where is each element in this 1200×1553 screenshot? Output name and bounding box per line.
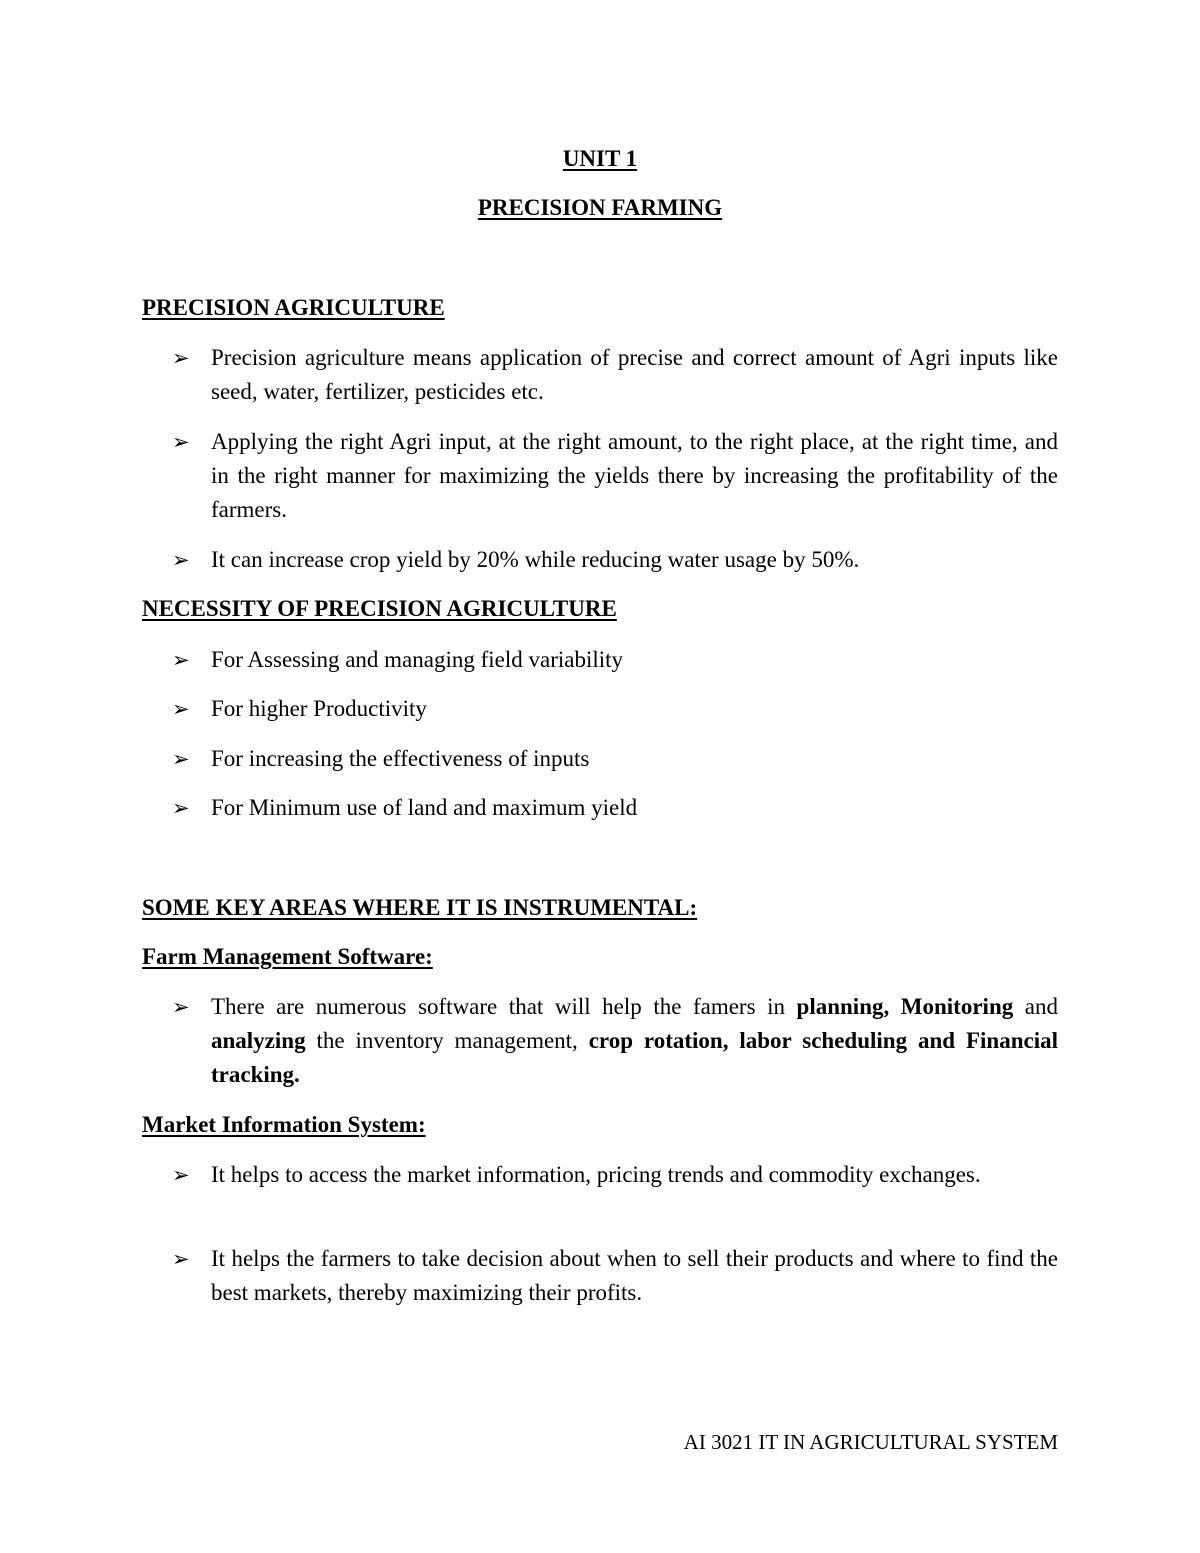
list-item [172, 692, 1058, 726]
list-item [172, 990, 1058, 1092]
unit-title: UNIT 1 [562, 146, 638, 171]
text-run: the inventory management, [305, 1028, 589, 1053]
bold-run: crop rotation, labor scheduling and Financial tracking. [211, 1028, 1058, 1087]
text-run: There are numerous software that will help the famers in [211, 994, 797, 1019]
list-item [172, 742, 1058, 776]
subheading-market-information-system: Market Information System: [142, 1112, 426, 1137]
list-item [172, 341, 1058, 409]
section-heading-key-areas: SOME KEY AREAS WHERE IT IS INSTRUMENTAL: [142, 895, 698, 920]
subheading-farm-management-software: Farm Management Software: [142, 944, 433, 969]
arrowhead-bullet-icon: ➢ [172, 697, 190, 721]
section-heading-precision-agriculture: PRECISION AGRICULTURE [142, 295, 445, 320]
list-item [172, 543, 1058, 577]
page-title: PRECISION FARMING [477, 195, 723, 220]
list-item-text: Applying the right Agri input, at the right amount, to the right place, at the right time, and in the right manner for maximizing the yields there by increasing the profitability of the farmers. [211, 429, 1058, 522]
arrowhead-bullet-icon: ➢ [172, 747, 190, 771]
list-item-text: Precision agriculture means application of precise and correct amount of Agri inputs like seed, water, fertilizer, pesticides etc. [211, 345, 1058, 404]
list-item-text [211, 990, 1058, 1092]
list-item-text: It can increase crop yield by 20% while reducing water usage by 50%. [211, 547, 860, 572]
list-item-text: For higher Productivity [211, 696, 427, 721]
bold-run: analyzing [211, 1028, 306, 1053]
bold-run: planning, Monitoring [796, 994, 1014, 1019]
arrowhead-bullet-icon: ➢ [172, 548, 190, 572]
arrowhead-bullet-icon: ➢ [172, 796, 190, 820]
list-item-text: For increasing the effectiveness of inputs [211, 746, 590, 771]
list-item-text: It helps the farmers to take decision about when to sell their products and where to find the best markets, thereby maximizing their profits. [211, 1246, 1058, 1305]
section-heading-necessity: NECESSITY OF PRECISION AGRICULTURE [142, 596, 617, 621]
text-run: and [1013, 994, 1058, 1019]
list-item [172, 791, 1058, 825]
arrowhead-bullet-icon: ➢ [172, 648, 190, 672]
list-item [172, 1158, 1058, 1192]
page-footer: AI 3021 IT IN AGRICULTURAL SYSTEM [683, 1430, 1058, 1454]
arrowhead-bullet-icon: ➢ [172, 346, 190, 370]
list-item-text: For Assessing and managing field variability [211, 647, 624, 672]
arrowhead-bullet-icon: ➢ [172, 430, 190, 454]
list-item-text: For Minimum use of land and maximum yield [211, 795, 638, 820]
list-item-text: It helps to access the market information, pricing trends and commodity exchanges. [211, 1162, 981, 1187]
list-item [172, 1242, 1058, 1310]
arrowhead-bullet-icon: ➢ [172, 1163, 190, 1187]
arrowhead-bullet-icon: ➢ [172, 1247, 190, 1271]
arrowhead-bullet-icon: ➢ [172, 995, 190, 1019]
list-item [172, 425, 1058, 527]
list-item [172, 643, 1058, 677]
